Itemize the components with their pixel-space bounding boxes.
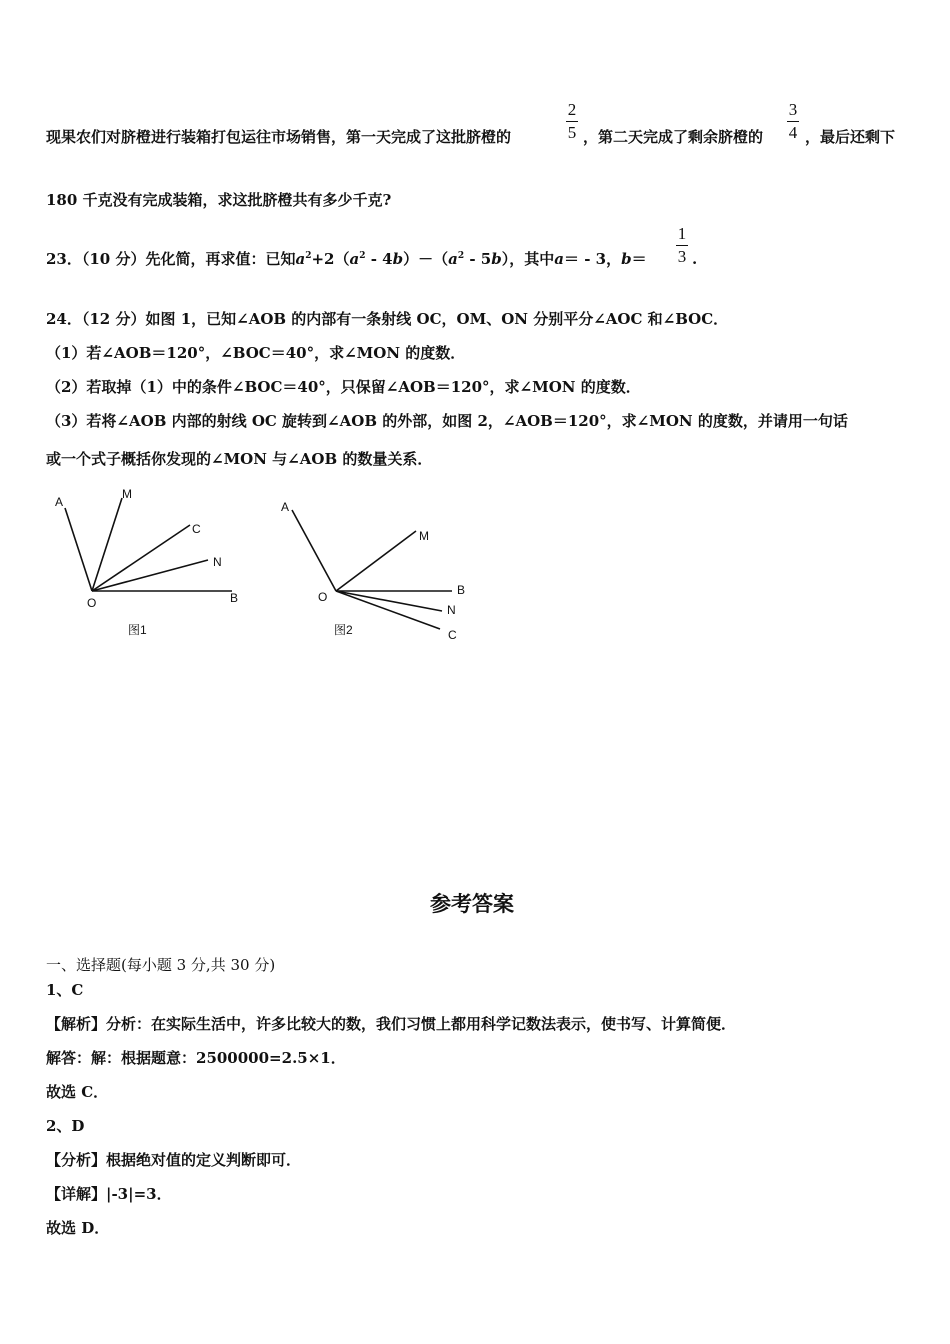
answer-2-detail: 【详解】|-3|=3． — [46, 1185, 172, 1203]
fraction-denominator: 5 — [567, 123, 577, 142]
ray-on — [336, 591, 442, 611]
answer-1-choice: 故选 C． — [46, 1083, 109, 1101]
answer-2-analysis: 【分析】根据绝对值的定义判断即可． — [46, 1151, 302, 1169]
q22-fraction-2 — [787, 100, 799, 143]
fraction-denominator: 4 — [788, 123, 798, 142]
q24-line2: （1）若∠AOB＝120°，∠BOC＝40°，求∠MON 的度数． — [46, 344, 466, 362]
figure-caption: 图2 — [334, 623, 353, 637]
figure-2 — [270, 480, 480, 650]
ray-om — [336, 531, 416, 591]
ray-oa — [65, 508, 92, 591]
q23-fraction — [676, 224, 688, 267]
label-b: B — [457, 583, 466, 597]
answer-1-head: 1、C — [46, 981, 84, 999]
q23-end: . — [692, 250, 698, 268]
label-n: N — [447, 603, 456, 617]
q22-text-part3: ，最后还剩下 — [805, 128, 896, 146]
answers-section-heading: 一、选择题(每小题 3 分,共 30 分) — [46, 956, 276, 974]
q24-line4: （3）若将∠AOB 内部的射线 OC 旋转到∠AOB 的外部，如图 2，∠AOB＝120°，求∠MON 的度数，并请用一句话 — [46, 412, 848, 430]
label-o: O — [318, 590, 328, 604]
q24-line5: 或一个式子概括你发现的∠MON 与∠AOB 的数量关系． — [46, 450, 433, 468]
ray-oc — [92, 525, 190, 591]
q22-fraction-1 — [566, 100, 578, 143]
fraction-numerator: 1 — [677, 224, 687, 243]
ray-on — [92, 560, 208, 591]
fraction-numerator: 2 — [567, 100, 577, 119]
ray-oa — [292, 510, 336, 591]
q22-text-part1: 现果农们对脐橙进行装箱打包运往市场销售，第一天完成了这批脐橙的 — [46, 128, 512, 146]
label-m: M — [122, 487, 132, 501]
label-b: B — [230, 591, 239, 605]
q24-line1: 24．（12 分）如图 1，已知∠AOB 的内部有一条射线 OC，OM、ON 分别平分∠AOC 和∠BOC． — [46, 310, 729, 328]
answers-title: 参考答案 — [430, 891, 514, 916]
fraction-denominator: 3 — [677, 247, 687, 266]
label-c: C — [448, 628, 457, 642]
answer-2-head: 2、D — [46, 1117, 85, 1135]
figure-1 — [40, 480, 260, 650]
q23-expression: 23．（10 分）先化简，再求值：已知$a^2+2(a^2 - 4b)-(a^2 - 5b)$，其中a＝ - 3，b＝ — [46, 250, 647, 268]
answer-1-solution: 解答：解：根据题意：2500000=2.5×1． — [46, 1049, 346, 1067]
label-a: A — [281, 500, 290, 514]
label-a: A — [55, 495, 64, 509]
q24-line3: （2）若取掉（1）中的条件∠BOC＝40°，只保留∠AOB＝120°，求∠MON 的度数． — [46, 378, 641, 396]
q22-text-line2: 180 千克没有完成装箱，求这批脐橙共有多少千克? — [46, 191, 392, 209]
label-m: M — [419, 529, 429, 543]
label-o: O — [87, 596, 97, 610]
answer-2-choice: 故选 D． — [46, 1219, 110, 1237]
q22-text-part2: ，第二天完成了剩余脐橙的 — [583, 128, 764, 146]
figure-caption: 图1 — [128, 623, 147, 637]
fraction-numerator: 3 — [788, 100, 798, 119]
label-n: N — [213, 555, 222, 569]
answer-1-analysis: 【解析】分析：在实际生活中，许多比较大的数，我们习惯上都用科学记数法表示，使书写、计算简便． — [46, 1015, 737, 1033]
label-c: C — [192, 522, 201, 536]
ray-om — [92, 498, 122, 591]
